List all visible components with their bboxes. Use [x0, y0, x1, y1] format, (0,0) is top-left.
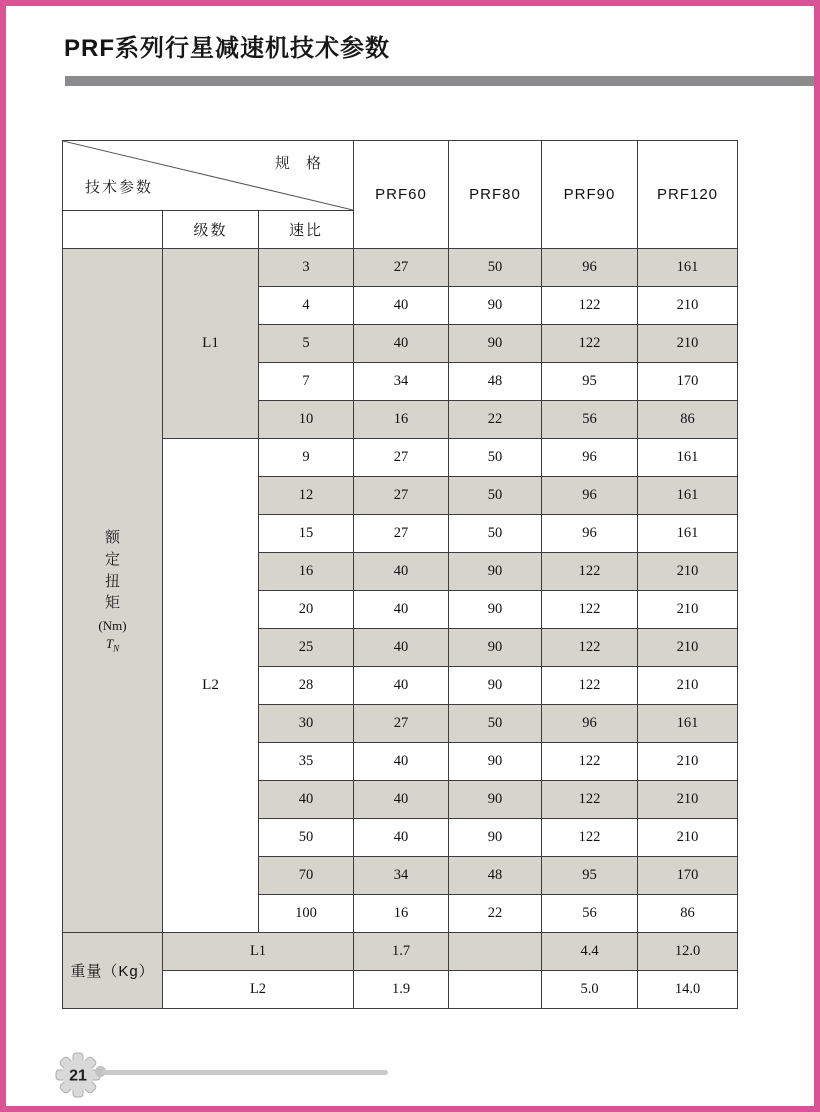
- value-cell: 40: [354, 325, 449, 363]
- value-cell: 161: [638, 249, 738, 287]
- value-cell: 161: [638, 515, 738, 553]
- ratio-cell: 4: [259, 287, 354, 325]
- value-cell: 50: [449, 705, 542, 743]
- column-header-prf120: PRF120: [638, 141, 738, 249]
- ratio-cell: 25: [259, 629, 354, 667]
- value-cell: 96: [542, 477, 638, 515]
- value-cell: 122: [542, 553, 638, 591]
- value-cell: 96: [542, 439, 638, 477]
- value-cell: 86: [638, 401, 738, 439]
- subheader-stages: 级数: [163, 211, 259, 249]
- weight-stage-cell: L2: [163, 971, 354, 1009]
- value-cell: 34: [354, 857, 449, 895]
- weight-value-cell: [449, 933, 542, 971]
- header-row-1: [63, 141, 738, 211]
- value-cell: 122: [542, 325, 638, 363]
- value-cell: 40: [354, 287, 449, 325]
- weight-stage-cell: L1: [163, 933, 354, 971]
- value-cell: 27: [354, 477, 449, 515]
- value-cell: 40: [354, 819, 449, 857]
- column-header-prf60: PRF60: [354, 141, 449, 249]
- ratio-cell: 9: [259, 439, 354, 477]
- value-cell: 210: [638, 325, 738, 363]
- value-cell: 27: [354, 439, 449, 477]
- value-cell: 16: [354, 401, 449, 439]
- ratio-cell: 7: [259, 363, 354, 401]
- weight-value-cell: 4.4: [542, 933, 638, 971]
- value-cell: 210: [638, 287, 738, 325]
- ratio-cell: 50: [259, 819, 354, 857]
- value-cell: 210: [638, 667, 738, 705]
- stage-cell-l2: L2: [163, 439, 259, 933]
- value-cell: 90: [449, 325, 542, 363]
- ratio-cell: 70: [259, 857, 354, 895]
- value-cell: 16: [354, 895, 449, 933]
- value-cell: 210: [638, 781, 738, 819]
- value-cell: 40: [354, 743, 449, 781]
- value-cell: 210: [638, 743, 738, 781]
- value-cell: 48: [449, 363, 542, 401]
- value-cell: 210: [638, 819, 738, 857]
- value-cell: 210: [638, 553, 738, 591]
- ratio-cell: 5: [259, 325, 354, 363]
- spec-table: [62, 140, 738, 1009]
- value-cell: 90: [449, 553, 542, 591]
- value-cell: 27: [354, 249, 449, 287]
- value-cell: 161: [638, 705, 738, 743]
- value-cell: 90: [449, 667, 542, 705]
- value-cell: 22: [449, 895, 542, 933]
- ratio-cell: 35: [259, 743, 354, 781]
- corner-label-spec: 规 格: [274, 155, 328, 172]
- value-cell: 90: [449, 781, 542, 819]
- weight-value-cell: 12.0: [638, 933, 738, 971]
- ratio-cell: 10: [259, 401, 354, 439]
- torque-symbol: $T_N$: [105, 636, 120, 654]
- value-cell: 27: [354, 705, 449, 743]
- value-cell: 96: [542, 515, 638, 553]
- torque-label: [63, 527, 162, 654]
- value-cell: 122: [542, 629, 638, 667]
- value-cell: 90: [449, 629, 542, 667]
- gear-icon: [55, 1052, 101, 1098]
- torque-unit: (Nm): [98, 618, 127, 634]
- value-cell: 50: [449, 249, 542, 287]
- weight-row-l1: [63, 933, 738, 971]
- weight-value-cell: 1.7: [354, 933, 449, 971]
- subheader-ratio: 速比: [259, 211, 354, 249]
- value-cell: 40: [354, 629, 449, 667]
- value-cell: 40: [354, 591, 449, 629]
- weight-label-cell: 重量（Kg）: [63, 933, 163, 1009]
- page-number: 21: [69, 1067, 87, 1085]
- value-cell: 210: [638, 591, 738, 629]
- ratio-cell: 40: [259, 781, 354, 819]
- value-cell: 90: [449, 287, 542, 325]
- value-cell: 161: [638, 439, 738, 477]
- value-cell: 161: [638, 477, 738, 515]
- ratio-cell: 15: [259, 515, 354, 553]
- ratio-cell: 100: [259, 895, 354, 933]
- ratio-cell: 30: [259, 705, 354, 743]
- value-cell: 95: [542, 363, 638, 401]
- value-cell: 122: [542, 781, 638, 819]
- ratio-cell: 28: [259, 667, 354, 705]
- value-cell: 40: [354, 553, 449, 591]
- value-cell: 96: [542, 249, 638, 287]
- ratio-cell: 3: [259, 249, 354, 287]
- value-cell: 122: [542, 819, 638, 857]
- value-cell: 122: [542, 591, 638, 629]
- ratio-cell: 12: [259, 477, 354, 515]
- corner-label-params: 技术参数: [85, 179, 154, 196]
- value-cell: 122: [542, 667, 638, 705]
- ratio-cell: 20: [259, 591, 354, 629]
- value-cell: 122: [542, 287, 638, 325]
- value-cell: 122: [542, 743, 638, 781]
- value-cell: 50: [449, 515, 542, 553]
- value-cell: 210: [638, 629, 738, 667]
- title-rule: [65, 76, 814, 86]
- value-cell: 56: [542, 401, 638, 439]
- ratio-cell: 16: [259, 553, 354, 591]
- stage-cell-l1: L1: [163, 249, 259, 439]
- value-cell: 48: [449, 857, 542, 895]
- value-cell: 170: [638, 857, 738, 895]
- value-cell: 50: [449, 439, 542, 477]
- torque-label-cell: [63, 249, 163, 933]
- value-cell: 34: [354, 363, 449, 401]
- value-cell: 95: [542, 857, 638, 895]
- value-cell: 22: [449, 401, 542, 439]
- value-cell: 56: [542, 895, 638, 933]
- weight-row-l2: [63, 971, 738, 1009]
- corner-cell: [63, 141, 354, 211]
- value-cell: 170: [638, 363, 738, 401]
- weight-value-cell: [449, 971, 542, 1009]
- column-header-prf80: PRF80: [449, 141, 542, 249]
- torque-label-vertical: 额定扭矩: [104, 529, 120, 612]
- table-row: [63, 249, 738, 287]
- value-cell: 27: [354, 515, 449, 553]
- weight-value-cell: 5.0: [542, 971, 638, 1009]
- column-header-prf90: PRF90: [542, 141, 638, 249]
- value-cell: 90: [449, 743, 542, 781]
- value-cell: 86: [638, 895, 738, 933]
- empty-cell: [63, 211, 163, 249]
- weight-value-cell: 14.0: [638, 971, 738, 1009]
- table-row: [63, 439, 738, 477]
- weight-value-cell: 1.9: [354, 971, 449, 1009]
- value-cell: 40: [354, 781, 449, 819]
- page-title: PRF系列行星减速机技术参数: [64, 35, 390, 62]
- value-cell: 96: [542, 705, 638, 743]
- footer-line: [102, 1070, 388, 1075]
- value-cell: 90: [449, 819, 542, 857]
- spec-table-wrapper: [62, 140, 738, 1009]
- value-cell: 40: [354, 667, 449, 705]
- value-cell: 90: [449, 591, 542, 629]
- value-cell: 50: [449, 477, 542, 515]
